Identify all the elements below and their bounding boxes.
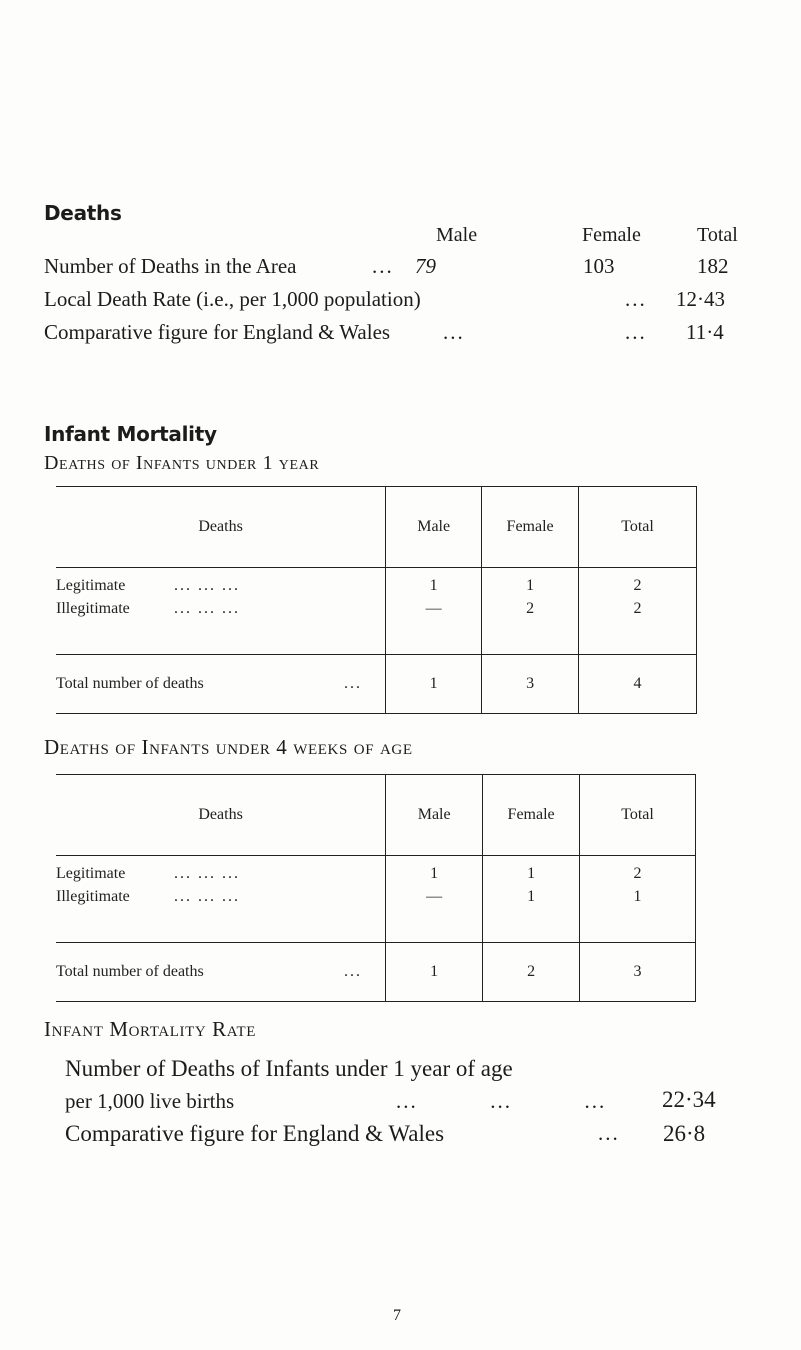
deaths-col-female: Female bbox=[582, 224, 641, 246]
table1-legitimate-total: 2 bbox=[633, 577, 642, 594]
rate-heading: Infant Mortality Rate bbox=[44, 1017, 257, 1041]
table2-header-deaths: Deaths bbox=[56, 775, 386, 856]
table-row bbox=[56, 597, 385, 620]
table1-total-total: 4 bbox=[579, 655, 697, 714]
table1-legitimate-female: 1 bbox=[526, 577, 535, 594]
table2-row-labels bbox=[56, 856, 386, 943]
table1-total-row-label bbox=[56, 655, 386, 714]
deaths-rate-dots: ... bbox=[625, 287, 647, 311]
rate-line-1: Number of Deaths of Infants under 1 year of age bbox=[65, 1056, 513, 1081]
table1-header-total: Total bbox=[579, 487, 697, 568]
deaths-rate-label: Local Death Rate (i.e., per 1,000 population) bbox=[44, 287, 421, 311]
deaths-comparative-label: Comparative figure for England & Wales bbox=[44, 320, 391, 344]
table1-legitimate-male: 1 bbox=[429, 577, 438, 594]
rate-line-2: per 1,000 live births bbox=[65, 1089, 235, 1113]
deaths-number-male: 79 bbox=[415, 254, 436, 278]
table-infants-under-4-weeks bbox=[56, 774, 696, 1002]
table1-header-deaths: Deaths bbox=[56, 487, 386, 568]
table2-total-male: 1 bbox=[386, 943, 483, 1002]
table2-male-cells bbox=[386, 856, 483, 943]
table1-total-label: Total number of deaths bbox=[56, 675, 204, 692]
deaths-heading: Deaths bbox=[44, 201, 122, 225]
deaths-comparative-dots-1: ... bbox=[443, 320, 465, 344]
table1-total-dots: ... bbox=[344, 675, 362, 692]
table2-caption: Deaths of Infants under 4 weeks of age bbox=[44, 735, 413, 759]
table1-illegitimate-total: 2 bbox=[633, 600, 642, 617]
table2-illegitimate-total: 1 bbox=[633, 888, 642, 905]
table2-illegitimate-male: — bbox=[426, 888, 443, 905]
deaths-number-label: Number of Deaths in the Area bbox=[44, 254, 297, 278]
table1-row-labels bbox=[56, 568, 386, 655]
table2-header-total: Total bbox=[580, 775, 696, 856]
table1-illegitimate-female: 2 bbox=[526, 600, 535, 617]
infant-mortality-heading: Infant Mortality bbox=[44, 422, 217, 446]
table1-legitimate-dots: ... ... ... bbox=[174, 577, 240, 594]
table2-legitimate-total: 2 bbox=[633, 865, 642, 882]
deaths-col-male: Male bbox=[436, 224, 478, 246]
table2-header-male: Male bbox=[386, 775, 483, 856]
page-number: 7 bbox=[393, 1307, 401, 1324]
table-row bbox=[56, 574, 385, 597]
table-row bbox=[56, 862, 385, 885]
table1-total-male: 1 bbox=[386, 655, 482, 714]
rate-line-2-dots: ... ... ... bbox=[396, 1089, 607, 1113]
deaths-rate-value: 12·43 bbox=[676, 287, 725, 311]
rate-line-3: Comparative figure for England & Wales bbox=[65, 1121, 445, 1146]
table2-legitimate-dots: ... ... ... bbox=[174, 865, 240, 882]
deaths-number-female: 103 bbox=[583, 254, 615, 278]
table2-total-row-label bbox=[56, 943, 386, 1002]
table1-caption: Deaths of Infants under 1 year bbox=[44, 452, 320, 474]
table1-female-cells bbox=[482, 568, 579, 655]
rate-line-3-dots: ... bbox=[598, 1121, 620, 1145]
table-infants-under-1-year bbox=[56, 486, 697, 714]
table2-illegitimate-label: Illegitimate bbox=[56, 888, 130, 905]
rate-line-3-value: 26·8 bbox=[663, 1121, 706, 1146]
deaths-number-dots: ... bbox=[372, 254, 394, 278]
table2-total-total: 3 bbox=[580, 943, 696, 1002]
table2-legitimate-female: 1 bbox=[527, 865, 536, 882]
table1-total-female: 3 bbox=[482, 655, 579, 714]
table2-total-female: 2 bbox=[483, 943, 580, 1002]
table2-total-cells bbox=[580, 856, 696, 943]
table2-total-dots: ... bbox=[344, 963, 362, 980]
table2-illegitimate-dots: ... ... ... bbox=[174, 888, 240, 905]
table1-header-male: Male bbox=[386, 487, 482, 568]
table1-male-cells bbox=[386, 568, 482, 655]
table2-header-female: Female bbox=[483, 775, 580, 856]
deaths-number-total: 182 bbox=[697, 254, 729, 278]
table1-illegitimate-label: Illegitimate bbox=[56, 600, 130, 617]
table1-legitimate-label: Legitimate bbox=[56, 577, 126, 594]
table2-total-label: Total number of deaths bbox=[56, 963, 204, 980]
table1-total-cells bbox=[579, 568, 697, 655]
table2-legitimate-label: Legitimate bbox=[56, 865, 126, 882]
table1-illegitimate-male: — bbox=[425, 600, 442, 617]
rate-line-2-value: 22·34 bbox=[662, 1087, 716, 1112]
deaths-comparative-dots-2: ... bbox=[625, 320, 647, 344]
deaths-col-total: Total bbox=[697, 224, 738, 246]
table2-illegitimate-female: 1 bbox=[527, 888, 536, 905]
table1-header-female: Female bbox=[482, 487, 579, 568]
table-row bbox=[56, 885, 385, 908]
table2-female-cells bbox=[483, 856, 580, 943]
table1-illegitimate-dots: ... ... ... bbox=[174, 600, 240, 617]
table2-legitimate-male: 1 bbox=[430, 865, 439, 882]
deaths-comparative-value: 11·4 bbox=[686, 320, 724, 344]
